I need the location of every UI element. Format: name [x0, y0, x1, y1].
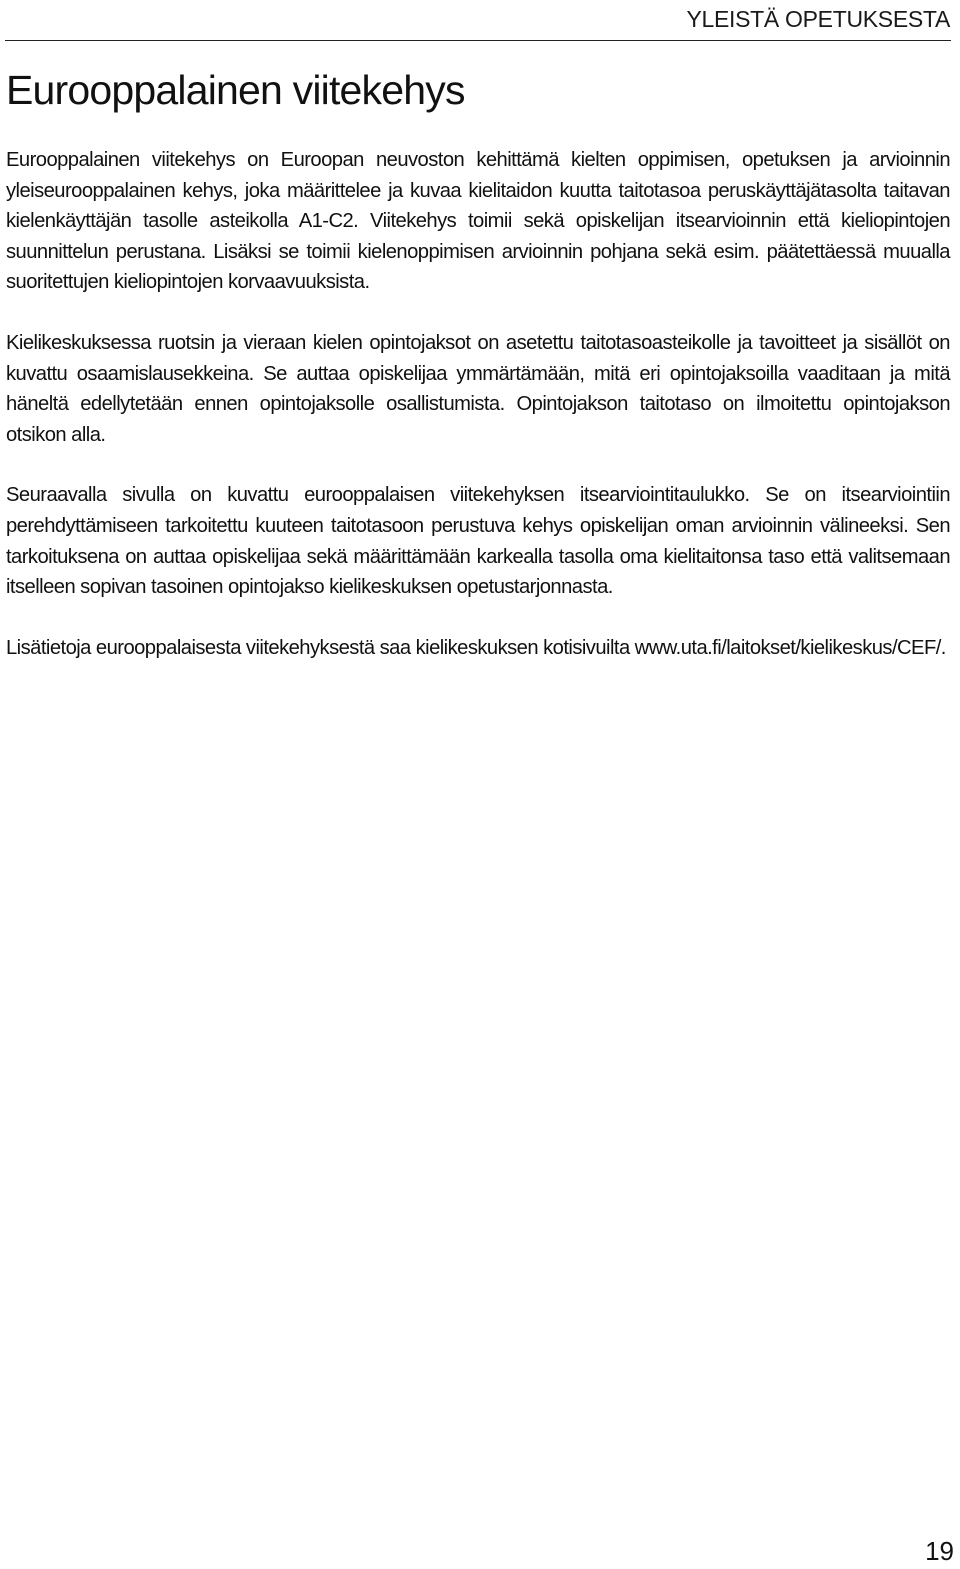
paragraph-intro: Eurooppalainen viitekehys on Euroopan neuvoston kehittämä kielten oppimisen, opetuksen ja arvioinnin yleiseurooppalainen kehys, joka määrittelee ja kuvaa kielitaidon kuutta taitotasoa peruskäyttäjätasolta taitavan kielenkäyttäjän tasolle asteikolla A1-C2. Viitekehys toimii sekä opiskelijan itsearvioinnin että kieliopintojen suunnittelun perustana. Lisäksi se toimii kielenoppimisen arvioinnin pohjana sekä esim. päätettäessä muualla suoritettujen kieliopintojen korvaavuuksista.: [6, 149, 950, 294]
paragraph-more-info: Lisätietoja eurooppalaisesta viitekehyksestä saa kielikeskuksen kotisivuilta www.uta.fi/laitokset/kielikeskus/CEF/.: [6, 636, 946, 659]
paragraph-self-assessment: Seuraavalla sivulla on kuvattu eurooppalaisen viitekehyksen itsearviointitaulukko. Se on itsearviointiin perehdyttämiseen tarkoitettu kuuteen taitotasoon perustuva kehys opiskelijan oman arvioinnin välineeksi. Sen tarkoituksena on auttaa opiskelijaa sekä määrittämään karkealla tasolla oma kielitaitonsa taso että valitsemaan itselleen sopivan tasoinen opintojakso kielikeskuksen opetustarjonnasta.: [6, 484, 950, 599]
body-text: [6, 145, 950, 693]
paragraph-language-centre: Kielikeskuksessa ruotsin ja vieraan kielen opintojaksot on asetettu taitotasoasteikolle ja tavoitteet ja sisällöt on kuvattu osaamislausekkeina. Se auttaa opiskelijaa ymmärtämään, mitä eri opintojaksoilla vaaditaan ja mitä häneltä edellytetään ennen opintojaksolle osallistumista. Opintojakson taitotaso on ilmoitettu opintojakson otsikon alla.: [6, 331, 950, 446]
header-rule: [5, 40, 951, 41]
running-header: YLEISTÄ OPETUKSESTA: [686, 6, 950, 32]
page-title: Eurooppalainen viitekehys: [6, 67, 465, 113]
page-number: 19: [925, 1536, 954, 1566]
